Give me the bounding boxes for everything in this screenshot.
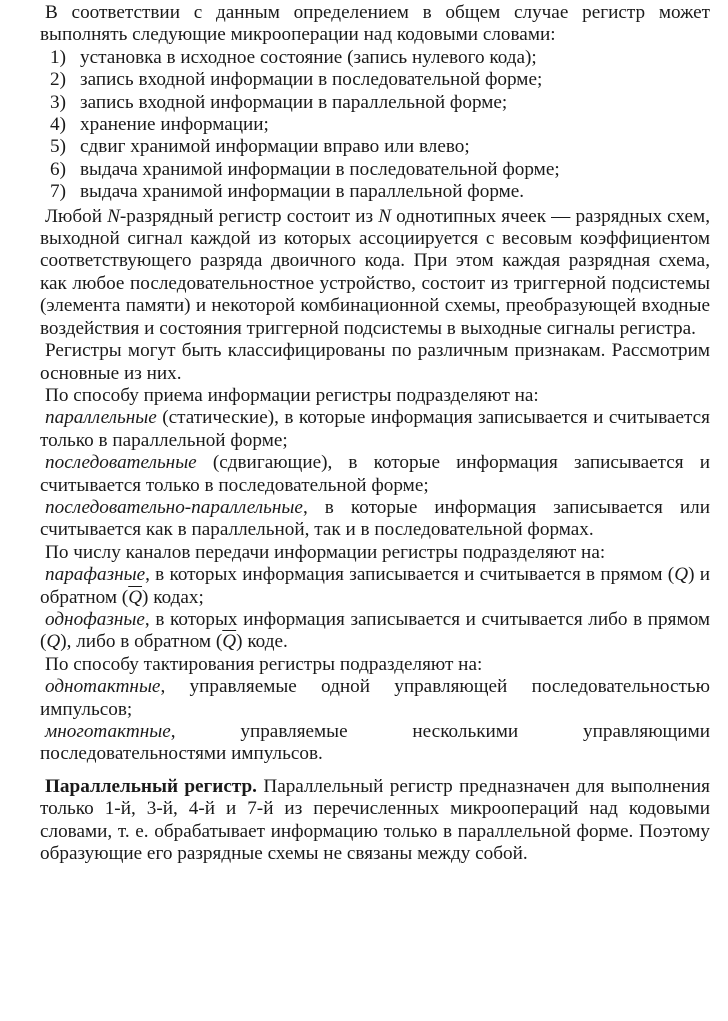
section-title: Параллельный регистр. (45, 775, 257, 797)
clocking-item-multi: многотактные, управляемые несколькими управляющими последовательностями импульсов. (40, 721, 710, 765)
operations-list (40, 47, 710, 204)
list-item (50, 159, 710, 181)
list-item (50, 114, 710, 136)
term: последовательные (45, 452, 197, 474)
list-item (50, 136, 710, 158)
list-item (50, 181, 710, 203)
item-text: выдача хранимой информации в параллельной форме. (80, 181, 525, 203)
intro-paragraph: В соответствии с данным определением в общем случае регистр может выполнять следующие микрооперации над кодовыми словами: (40, 2, 710, 46)
n-symbol: N (378, 205, 392, 227)
item-text: сдвиг хранимой информации вправо или влево; (80, 136, 470, 158)
q-symbol: Q (46, 631, 61, 653)
reception-heading: По способу приема информации регистры подразделяют на: (45, 384, 539, 406)
clocking-item-single: однотактные, управляемые одной управляющей последовательностью импульсов; (40, 676, 710, 720)
item-number: 5) (50, 136, 66, 158)
item-text: запись входной информации в параллельной форме; (80, 91, 508, 113)
n-symbol: N (107, 205, 120, 227)
term: многотактные (45, 721, 171, 742)
channels-item-monophase: однофазные, в которых информация записывается и считывается либо в прямом (Q), либо в обратном $(\overline{Q})$ коде. (40, 608, 710, 653)
item-number: 1) (50, 46, 66, 68)
document-page (40, 2, 710, 865)
q-symbol: Q (674, 564, 689, 586)
reception-item-parallel: параллельные (статические), в которые информация записывается и считывается только в параллельной форме; (40, 407, 710, 451)
list-item (50, 69, 710, 91)
reception-item-serial: последовательные (сдвигающие), в которые информация записывается и считывается только в последовательной форме; (40, 452, 710, 496)
term: однофазные (45, 608, 145, 630)
item-number: 6) (50, 158, 66, 180)
term: парафазные (45, 564, 146, 586)
item-text: запись входной информации в последовательной форме; (80, 69, 543, 91)
term: последовательно-параллельные (45, 496, 303, 518)
term: параллельные (45, 407, 157, 429)
item-number: 7) (50, 181, 66, 203)
channels-heading: По числу каналов передачи информации регистры подразделяют на: (45, 541, 606, 563)
item-number: 2) (50, 69, 66, 91)
item-text: выдача хранимой информации в последовательной форме; (80, 158, 560, 180)
q-bar-symbol: $\overline{Q}$ (222, 631, 237, 653)
list-item (50, 47, 710, 69)
list-item (50, 92, 710, 114)
parallel-register-paragraph: Параллельный регистр. Параллельный регистр предназначен для выполнения только 1-й, 3-й, 4-й и 7-й из перечисленных микроопераций над кодовыми словами, т. е. обрабатывает информацию только в параллельной форме. Поэтому образующие его разрядные схемы не связаны между собой. (40, 775, 710, 865)
item-text: установка в исходное состояние (запись нулевого кода); (80, 46, 537, 68)
reception-item-serial-parallel: последовательно-параллельные, в которые информация записывается или считывается как в параллельной, так и в последовательной формах. (40, 496, 710, 541)
clocking-heading: По способу тактирования регистры подразделяют на: (45, 653, 483, 675)
classify-paragraph: Регистры могут быть классифицированы по различным признакам. Рассмотрим основные из них. (40, 340, 710, 384)
item-number: 4) (50, 114, 66, 136)
item-text: хранение информации; (80, 114, 269, 136)
q-bar-symbol: $\overline{Q}$ (128, 586, 143, 608)
structure-paragraph: Любой N-разрядный регистр состоит из N однотипных ячеек — разрядных схем, выходной сигнал каждой из которых ассоциируется с весовым коэффициентом соответствующего разряда двоичного кода. При этом каждая разрядная схема, как любое последовательностное устройство, состоит из триггерной подсистемы (элемента памяти) и некоторой комбинационной схемы, преобразующей входные воздействия и состояния триггерной подсистемы в выходные сигналы регистра. (40, 205, 710, 339)
item-number: 3) (50, 91, 66, 113)
channels-item-paraphase: парафазные, в которых информация записывается и считывается в прямом (Q) и обратном $(\overline{Q})$ кодах; (40, 564, 710, 608)
term: однотактные (45, 676, 161, 698)
